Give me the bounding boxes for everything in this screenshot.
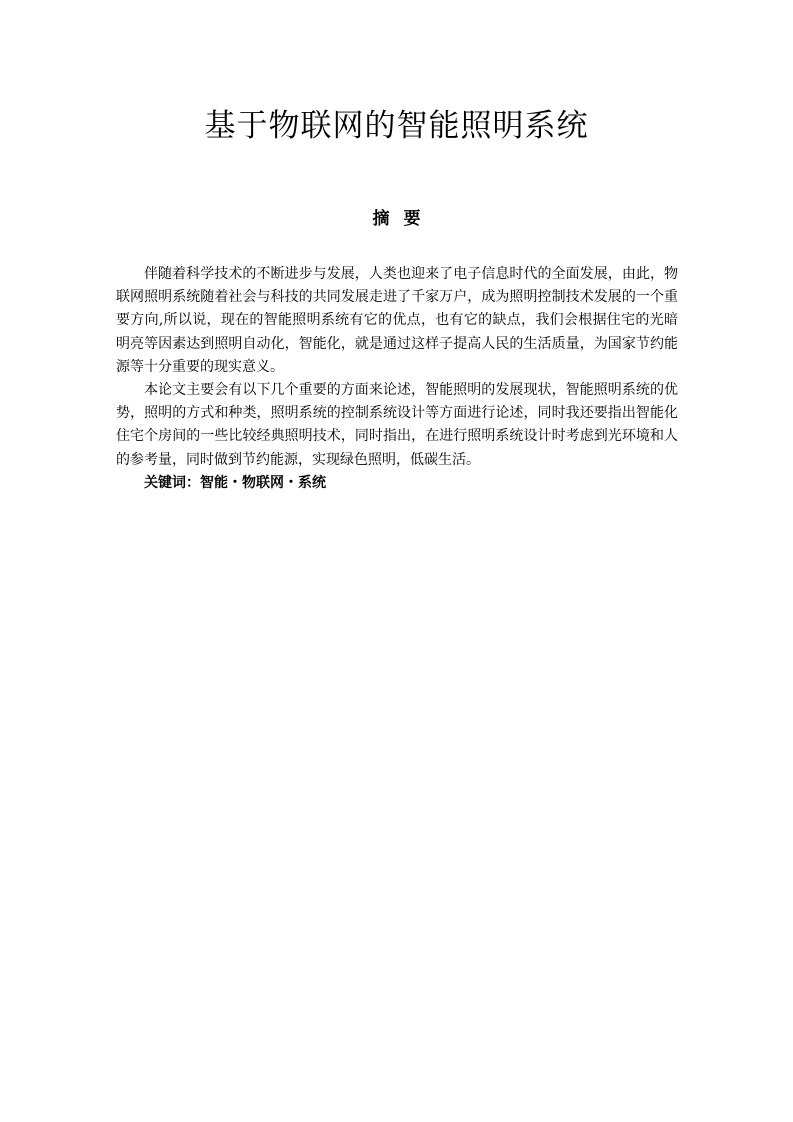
keywords-line: 关键词：智能・物联网・系统 (144, 474, 326, 491)
document-title: 基于物联网的智能照明系统 (204, 108, 589, 144)
abstract-paragraph-2: 本论文主要会有以下几个重要的方面来论述，智能照明的发展现状，智能照明系统的优势，照明的方式和种类，照明系统的控制系统设计等方面进行论述，同时我还要指出智能化住宅个房间的一些比较经典照明技术，同时指出，在进行照明系统设计时考虑到光环境和人的参考量，同时做到节约能源，实现绿色照明，低碳生活。 (116, 382, 678, 468)
abstract-body (116, 263, 678, 495)
abstract-paragraph-1: 伴随着科学技术的不断进步与发展，人类也迎来了电子信息时代的全面发展，由此，物联网照明系统随着社会与科技的共同发展走进了千家万户，成为照明控制技术发展的一个重要方向,所以说，现在的智能照明系统有它的优点，也有它的缺点，我们会根据住宅的光暗明亮等因素达到照明自动化，智能化，就是通过这样子提高人民的生活质量，为国家节约能源等十分重要的现实意义。 (116, 266, 678, 375)
abstract-heading: 摘要 (372, 209, 435, 229)
